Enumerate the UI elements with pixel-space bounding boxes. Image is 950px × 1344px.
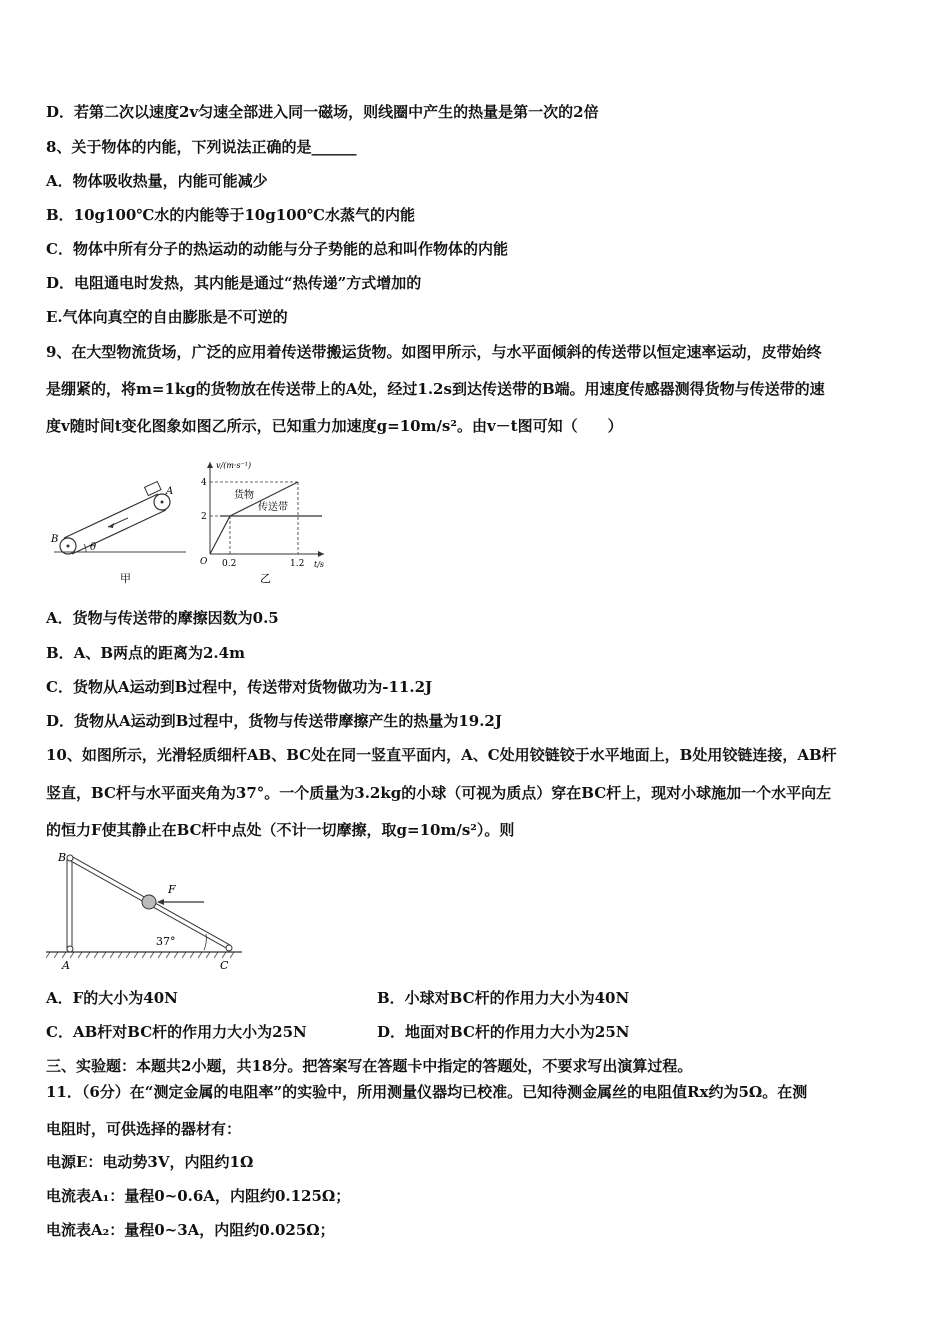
q10-option-d: D．地面对BC杆的作用力大小为25N bbox=[377, 1023, 630, 1041]
q11-stem-line2: 电阻时，可供选择的器材有： bbox=[46, 1120, 242, 1138]
y-tick-4: 4 bbox=[201, 478, 207, 488]
q8-stem: 8、关于物体的内能，下列说法正确的是______ bbox=[46, 138, 357, 156]
x-axis-label: t/s bbox=[314, 560, 325, 569]
label-f: F bbox=[168, 883, 176, 896]
figure-vt-graph bbox=[198, 452, 338, 590]
q9-option-d: D．货物从A运动到B过程中，货物与传送带摩擦产生的热量为19.2J bbox=[46, 712, 502, 730]
q9-stem-line3: 度v随时间t变化图象如图乙所示，已知重力加速度g=10m/s²。由v－t图可知（ ） bbox=[46, 417, 623, 435]
q10-stem-line1: 10、如图所示，光滑轻质细杆AB、BC处在同一竖直平面内，A、C处用铰链铰于水平地面上，B处用铰链连接，AB杆 bbox=[46, 746, 837, 764]
q10-option-a: A．F的大小为40N bbox=[46, 989, 178, 1007]
label-a: A bbox=[62, 959, 70, 972]
q8-option-a: A．物体吸收热量，内能可能减少 bbox=[46, 172, 268, 190]
x-tick-1-2: 1.2 bbox=[290, 559, 305, 569]
q7-option-d: D．若第二次以速度2v匀速全部进入同一磁场，则线圈中产生的热量是第一次的2倍 bbox=[46, 103, 599, 121]
q9-option-a: A．货物与传送带的摩擦因数为0.5 bbox=[46, 609, 279, 627]
theta-label: θ bbox=[90, 542, 97, 553]
figure-yi-caption: 乙 bbox=[260, 572, 271, 585]
figure-rods-ball bbox=[46, 848, 246, 973]
y-tick-2: 2 bbox=[201, 512, 207, 522]
goods-segment-1 bbox=[210, 516, 230, 554]
q10-stem-line3: 的恒力F使其静止在BC杆中点处（不计一切摩擦，取g=10m/s²）。则 bbox=[46, 821, 515, 839]
q8-option-e: E.气体向真空的自由膨胀是不可逆的 bbox=[46, 308, 288, 326]
y-axis-label: v/(m·s⁻¹) bbox=[216, 461, 252, 470]
q10-option-c: C．AB杆对BC杆的作用力大小为25N bbox=[46, 1023, 307, 1041]
q9-option-b: B．A、B两点的距离为2.4m bbox=[46, 644, 245, 662]
origin-label: O bbox=[200, 557, 208, 567]
figure-jia-caption: 甲 bbox=[120, 572, 131, 585]
label-c: C bbox=[220, 959, 229, 972]
q9-stem-line1: 9、在大型物流货场，广泛的应用着传送带搬运货物。如图甲所示，与水平面倾斜的传送带以恒定速率运动，皮带始终 bbox=[46, 343, 822, 361]
label-b: B bbox=[58, 851, 67, 864]
section-3-heading: 三、实验题：本题共2小题，共18分。把答案写在答题卡中指定的答题处，不要求写出演算过程。 bbox=[46, 1057, 693, 1075]
figure-conveyor-incline bbox=[46, 474, 196, 589]
point-b-label: B bbox=[51, 534, 59, 545]
q8-option-c: C．物体中所有分子的热运动的动能与分子势能的总和叫作物体的内能 bbox=[46, 240, 508, 258]
q10-option-b: B．小球对BC杆的作用力大小为40N bbox=[377, 989, 630, 1007]
q9-option-c: C．货物从A运动到B过程中，传送带对货物做功为-11.2J bbox=[46, 678, 433, 696]
q8-option-d: D．电阻通电时发热，其内能是通过“热传递”方式增加的 bbox=[46, 274, 422, 292]
angle-label: 37° bbox=[156, 935, 176, 948]
q9-stem-line2: 是绷紧的，将m=1kg的货物放在传送带上的A处，经过1.2s到达传送带的B端。用速度传感器测得货物与传送带的速 bbox=[46, 380, 825, 398]
x-tick-0-2: 0.2 bbox=[222, 559, 237, 569]
q10-stem-line2: 竖直，BC杆与水平面夹角为37°。一个质量为3.2kg的小球（可视为质点）穿在BC杆上，现对小球施加一个水平向左 bbox=[46, 784, 832, 802]
q11-stem-line1: 11．（6分）在“测定金属的电阻率”的实验中，所用测量仪器均已校准。已知待测金属丝的电阻值Rx约为5Ω。在测 bbox=[46, 1083, 808, 1101]
point-a-label: A bbox=[166, 486, 174, 497]
goods-label: 货物 bbox=[234, 490, 254, 501]
q8-option-b: B．10g100℃水的内能等于10g100℃水蒸气的内能 bbox=[46, 206, 415, 224]
belt-label: 传送带 bbox=[258, 502, 288, 513]
q11-equipment-ammeter2: 电流表A₂：量程0~3A，内阻约0.025Ω； bbox=[46, 1221, 335, 1239]
q11-equipment-ammeter1: 电流表A₁：量程0~0.6A，内阻约0.125Ω； bbox=[46, 1187, 351, 1205]
q11-equipment-source: 电源E：电动势3V，内阻约1Ω bbox=[46, 1153, 254, 1171]
